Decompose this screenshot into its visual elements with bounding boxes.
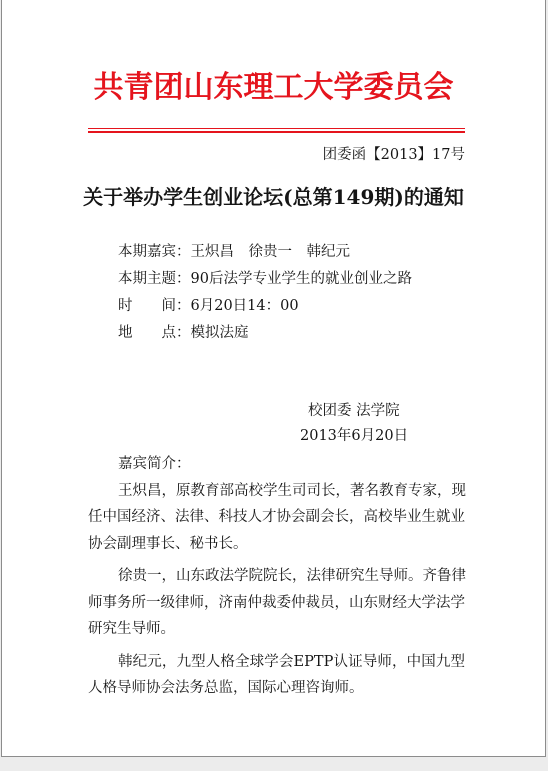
detail-value: 6月20日14：00	[190, 298, 299, 314]
paragraph-line: 研究生导师。	[88, 621, 175, 637]
detail-value: 王炽昌 徐贵一 韩纪元	[190, 244, 350, 260]
paragraph-line: 人格导师协会法务总监，国际心理咨询师。	[88, 680, 364, 696]
guest-bio-paragraph	[88, 649, 465, 702]
paragraph-line: 任中国经济、法律、科技人才协会副会长，高校毕业生就业	[88, 509, 465, 525]
paragraph-line: 协会副理事长、秘书长。	[88, 535, 248, 552]
guests-intro	[88, 451, 465, 702]
detail-label: 本期主题：	[118, 271, 191, 287]
signature-issuer: 校团委 法学院	[308, 403, 400, 419]
detail-guests	[118, 239, 412, 266]
red-double-rule	[88, 128, 465, 133]
detail-label: 时 间：	[118, 298, 191, 314]
detail-time	[118, 293, 412, 320]
signature-date: 2013年6月20日	[300, 428, 409, 444]
document-number: 团委函【2013】17号	[322, 147, 465, 163]
detail-theme	[118, 266, 412, 293]
detail-value: 模拟法庭	[190, 325, 249, 341]
detail-label: 本期嘉宾：	[118, 244, 191, 260]
guests-intro-heading: 嘉宾简介：	[118, 456, 191, 472]
paragraph-line: 韩纪元，九型人格全球学会EPTP认证导师，中国九型	[118, 653, 465, 670]
document-page	[1, 0, 546, 757]
detail-location	[118, 320, 412, 347]
event-details	[118, 239, 412, 347]
detail-label: 地 点：	[118, 325, 191, 341]
paragraph-line: 王炽昌，原教育部高校学生司司长，著名教育专家，现	[118, 482, 466, 499]
paragraph-line: 师事务所一级律师，济南仲裁委仲裁员，山东财经大学法学	[88, 594, 465, 611]
paragraph-line: 徐贵一，山东政法学院院长，法律研究生导师。齐鲁律	[118, 568, 466, 584]
notice-title: 关于举办学生创业论坛(总第149期)的通知	[83, 185, 464, 209]
guest-bio-paragraph	[88, 478, 465, 558]
detail-value: 90后法学专业学生的就业创业之路	[190, 271, 412, 287]
guest-bio-paragraph	[88, 563, 465, 643]
org-title: 共青团山东理工大学委员会	[93, 70, 454, 105]
